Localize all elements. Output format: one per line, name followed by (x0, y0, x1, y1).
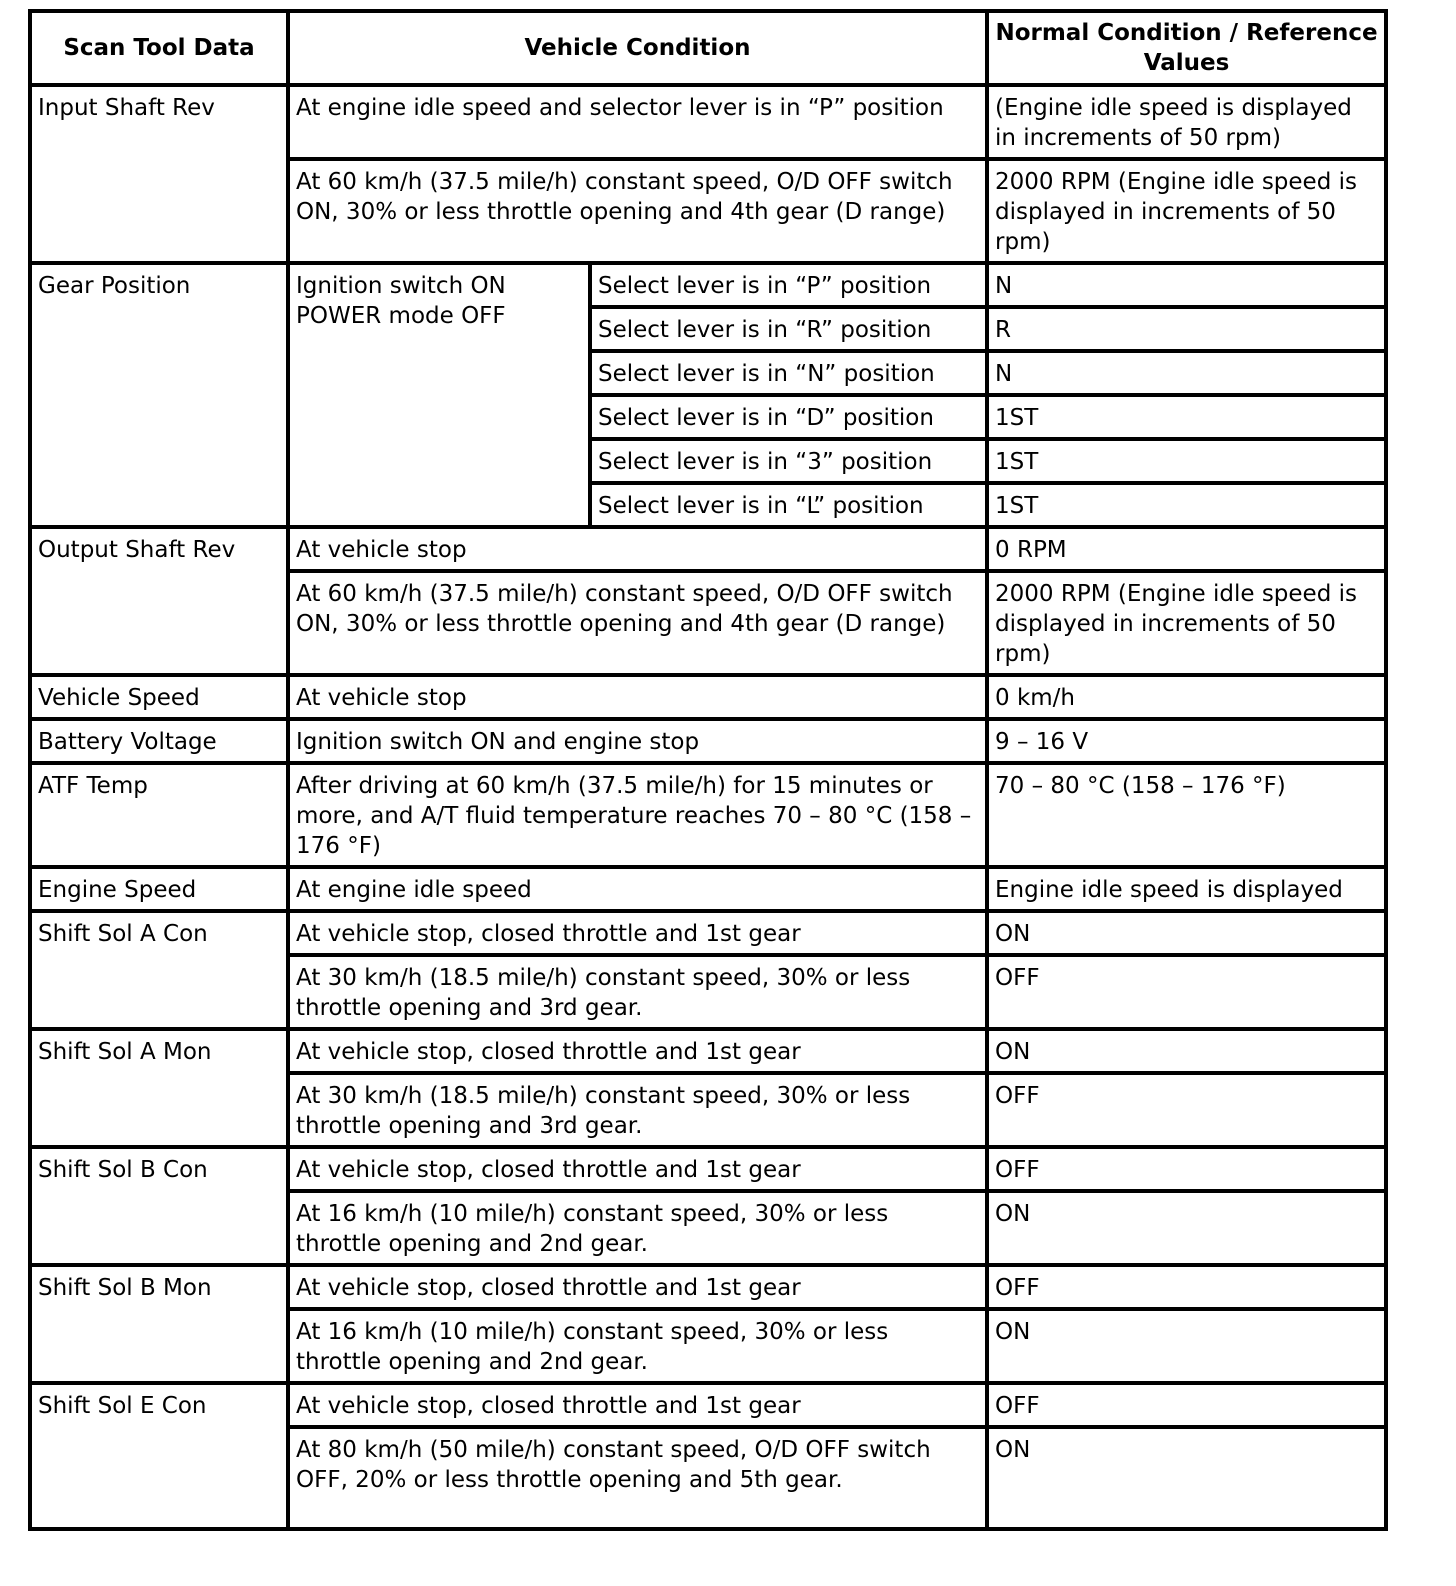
value-cell: ON (987, 1191, 1386, 1265)
item-name: ATF Temp (30, 763, 288, 867)
value-cell: ON (987, 1029, 1386, 1073)
value-cell: 1ST (987, 439, 1386, 483)
table-row (30, 1383, 1386, 1427)
item-name: Battery Voltage (30, 719, 288, 763)
condition-cell: Select lever is in “R” position (590, 307, 987, 351)
value-cell: OFF (987, 1147, 1386, 1191)
condition-cell: At engine idle speed and selector lever is in “P” position (288, 85, 987, 159)
item-name: Shift Sol E Con (30, 1383, 288, 1529)
value-cell: OFF (987, 1383, 1386, 1427)
condition-cell: Select lever is in “3” position (590, 439, 987, 483)
value-cell: 0 km/h (987, 675, 1386, 719)
item-name: Shift Sol B Con (30, 1147, 288, 1265)
value-cell: 0 RPM (987, 527, 1386, 571)
header-scan-tool-data: Scan Tool Data (30, 11, 288, 85)
value-cell: N (987, 263, 1386, 307)
group-condition-cell: Ignition switch ON POWER mode OFF (288, 263, 590, 527)
value-cell: ON (987, 1427, 1386, 1529)
value-cell: OFF (987, 1265, 1386, 1309)
value-cell: Engine idle speed is displayed (987, 867, 1386, 911)
value-cell: ON (987, 911, 1386, 955)
table-row (30, 1029, 1386, 1073)
item-name: Output Shaft Rev (30, 527, 288, 675)
condition-cell: At vehicle stop (288, 675, 987, 719)
value-cell: 1ST (987, 395, 1386, 439)
value-cell: OFF (987, 955, 1386, 1029)
item-name: Vehicle Speed (30, 675, 288, 719)
value-cell: 1ST (987, 483, 1386, 527)
header-vehicle-condition: Vehicle Condition (288, 11, 987, 85)
condition-cell: Select lever is in “L” position (590, 483, 987, 527)
value-cell: R (987, 307, 1386, 351)
item-name: Shift Sol A Con (30, 911, 288, 1029)
value-cell: 9 – 16 V (987, 719, 1386, 763)
condition-cell: At 16 km/h (10 mile/h) constant speed, 30% or less throttle opening and 2nd gear. (288, 1191, 987, 1265)
item-name: Shift Sol A Mon (30, 1029, 288, 1147)
value-cell: 70 – 80 °C (158 – 176 °F) (987, 763, 1386, 867)
table-row (30, 263, 1386, 307)
scan-tool-data-table (28, 9, 1388, 1531)
condition-cell: Select lever is in “P” position (590, 263, 987, 307)
condition-cell: At 60 km/h (37.5 mile/h) constant speed, O/D OFF switch ON, 30% or less throttle opening and 4th gear (D range) (288, 571, 987, 675)
table-row (30, 1147, 1386, 1191)
value-cell: (Engine idle speed is displayed in increments of 50 rpm) (987, 85, 1386, 159)
condition-cell: At 60 km/h (37.5 mile/h) constant speed, O/D OFF switch ON, 30% or less throttle opening and 4th gear (D range) (288, 159, 987, 263)
table-row (30, 867, 1386, 911)
table-row (30, 1265, 1386, 1309)
condition-cell: At 30 km/h (18.5 mile/h) constant speed, 30% or less throttle opening and 3rd gear. (288, 1073, 987, 1147)
condition-cell: At vehicle stop, closed throttle and 1st gear (288, 1029, 987, 1073)
item-name: Engine Speed (30, 867, 288, 911)
condition-cell: At 16 km/h (10 mile/h) constant speed, 30% or less throttle opening and 2nd gear. (288, 1309, 987, 1383)
condition-cell: At 80 km/h (50 mile/h) constant speed, O/D OFF switch OFF, 20% or less throttle opening and 5th gear. (288, 1427, 987, 1529)
table-row (30, 675, 1386, 719)
table-row (30, 763, 1386, 867)
value-cell: ON (987, 1309, 1386, 1383)
item-name: Shift Sol B Mon (30, 1265, 288, 1383)
condition-cell: At vehicle stop, closed throttle and 1st gear (288, 1265, 987, 1309)
condition-cell: Ignition switch ON and engine stop (288, 719, 987, 763)
value-cell: OFF (987, 1073, 1386, 1147)
condition-cell: Select lever is in “N” position (590, 351, 987, 395)
table-row (30, 719, 1386, 763)
value-cell: 2000 RPM (Engine idle speed is displayed in increments of 50 rpm) (987, 571, 1386, 675)
table-row (30, 85, 1386, 159)
condition-cell: Select lever is in “D” position (590, 395, 987, 439)
value-cell: N (987, 351, 1386, 395)
item-name: Input Shaft Rev (30, 85, 288, 263)
table-header-row (30, 11, 1386, 85)
condition-cell: At vehicle stop, closed throttle and 1st gear (288, 911, 987, 955)
item-name: Gear Position (30, 263, 288, 527)
header-normal-condition: Normal Condition / Reference Values (987, 11, 1386, 85)
value-cell: 2000 RPM (Engine idle speed is displayed in increments of 50 rpm) (987, 159, 1386, 263)
condition-cell: After driving at 60 km/h (37.5 mile/h) for 15 minutes or more, and A/T fluid temperature reaches 70 – 80 °C (158 – 176 °F) (288, 763, 987, 867)
table-row (30, 527, 1386, 571)
condition-cell: At engine idle speed (288, 867, 987, 911)
condition-cell: At 30 km/h (18.5 mile/h) constant speed, 30% or less throttle opening and 3rd gear. (288, 955, 987, 1029)
table-row (30, 911, 1386, 955)
condition-cell: At vehicle stop, closed throttle and 1st gear (288, 1147, 987, 1191)
condition-cell: At vehicle stop, closed throttle and 1st gear (288, 1383, 987, 1427)
condition-cell: At vehicle stop (288, 527, 987, 571)
